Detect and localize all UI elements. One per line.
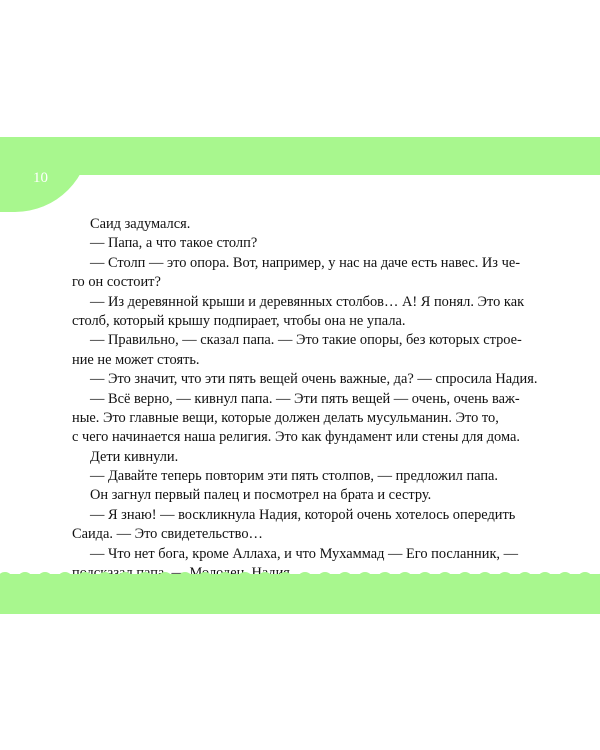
text-line: Дети кивнули. [90, 448, 179, 465]
text-line: — Столп — это опора. Вот, например, у нас на даче есть навес. Из че- [90, 254, 521, 271]
text-line: — Всё верно, — кивнул папа. — Эти пять вещей — очень, очень важ- [90, 390, 520, 407]
text-line: — Из деревянной крыши и деревянных столбов… А! Я понял. Это как [90, 293, 525, 310]
top-scallop-border [0, 165, 600, 185]
text-line: го он состоит? [72, 274, 161, 291]
text-line: Саид задумался. [90, 216, 191, 232]
text-line: — Давайте теперь повторим эти пять столпов, — предложил папа. [90, 468, 499, 485]
page-number: 10 [33, 170, 48, 186]
text-line: — Что нет бога, кроме Аллаха, и что Мухаммад — Его посланник, — [90, 545, 519, 562]
story-text [72, 215, 552, 583]
text-line: — Папа, а что такое столп? [90, 235, 258, 252]
text-line: — Правильно, — сказал папа. — Это такие опоры, без которых строе- [90, 332, 522, 349]
text-line: ные. Это главные вещи, которые должен делать мусульманин. Это то, [72, 409, 499, 426]
text-line: — Это значит, что эти пять вещей очень важные, да? — спросила Надия. [90, 371, 538, 388]
text-line: ние не может стоять. [72, 351, 200, 368]
bottom-decorative-band [0, 574, 600, 614]
text-line: — Я знаю! — воскликнула Надия, которой очень хотелось опередить [90, 506, 516, 523]
text-line: Саида. — Это свидетельство… [72, 526, 263, 543]
text-line: Он загнул первый палец и посмотрел на брата и сестру. [90, 487, 432, 504]
text-line: столб, который крышу подпирает, чтобы она не упала. [72, 312, 406, 329]
text-line: с чего начинается наша религия. Это как фундамент или стены для дома. [72, 429, 520, 446]
